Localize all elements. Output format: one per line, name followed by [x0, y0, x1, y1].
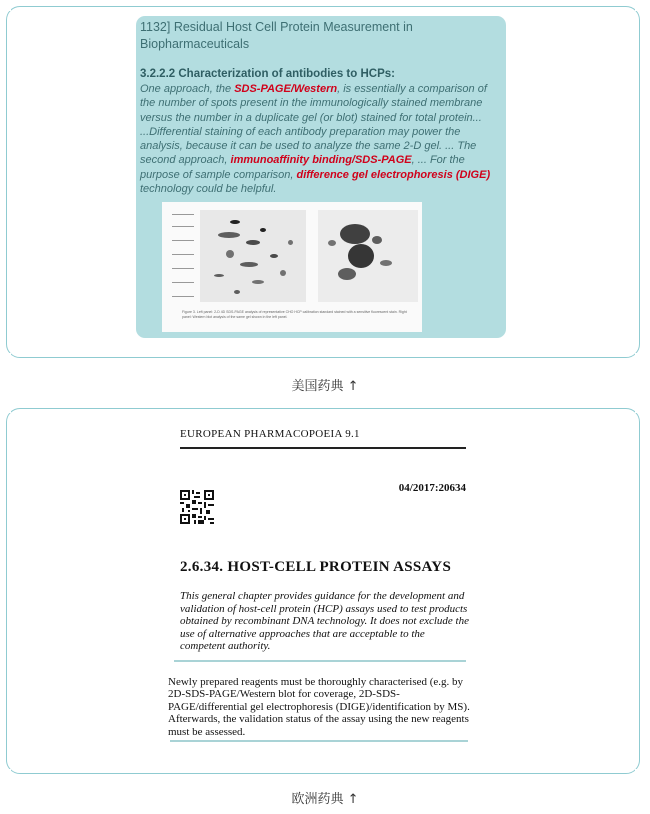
- ep-divider: [174, 660, 466, 662]
- ep-excerpt-panel: [152, 418, 492, 754]
- ep-chapter-title: 2.6.34. HOST-CELL PROTEIN ASSAYS: [180, 559, 452, 575]
- ep-monograph-code: 04/2017:20634: [398, 482, 466, 494]
- usp-chapter-title: 1132] Residual Host Cell Protein Measurement in Biopharmaceuticals: [140, 20, 413, 51]
- usp-text-segment: One approach, the: [140, 83, 235, 95]
- usp-excerpt-panel: [136, 16, 506, 338]
- usp-highlight-dige: difference gel electrophoresis (DIGE): [296, 168, 491, 181]
- ep-running-header: EUROPEAN PHARMACOPOEIA 9.1: [180, 428, 360, 440]
- usp-section-heading: 3.2.2.2 Characterization of antibodies to HCPs:: [140, 68, 395, 80]
- ep-underline: [170, 740, 468, 742]
- gel-image-left: [200, 210, 306, 302]
- usp-highlight-immunoaffinity: immunoaffinity binding/SDS-PAGE: [230, 154, 412, 167]
- qr-code-icon: [180, 490, 214, 524]
- ep-abstract: This general chapter provides guidance for the development and validation of host-cell protein (HCP) assays used to test products obtained by recombinant DNA technology. It does not exclude the use of alternative approaches that are acceptable to the competent authority.: [180, 590, 469, 652]
- gel-image-right: [318, 210, 418, 302]
- usp-text-segment: , ... For the purpose of sample comparison,: [140, 154, 465, 181]
- usp-highlight-sds-page-western: SDS-PAGE/Western: [234, 83, 338, 95]
- ep-paragraph: Newly prepared reagents must be thoroughly characterised (e.g. by 2D-SDS-PAGE/Western blot for coverage, 2D-SDS-PAGE/differential gel electrophoresis (DIGE)/identification by MS). Afterwards, the validation status of the assay using the new reagents must be assessed.: [168, 676, 470, 738]
- usp-caption: 美国药典 ↑: [291, 379, 359, 394]
- gel-marker-ladder: [172, 210, 194, 302]
- ep-header-rule: [180, 447, 466, 449]
- usp-body-text: [140, 82, 502, 196]
- usp-text-segment: , is essentially a comparison of the number of spots present in the immunologically stained membrane versus the number in a duplicate gel (or blot) stained for total protein... ...Differential staining of each antibody preparation may power the analysis, because it can be used to analyze the same 2-D gel. ... The second approach,: [140, 83, 487, 167]
- gel-figure-caption: Figure 3. Left panel: 2-D 4D SDS-PAGE analysis of representative CHO HCP calibration standard stained with a sensitive fluorescent stain. Right panel: Western blot analysis of the same gel shown in the left panel.: [182, 310, 407, 319]
- ep-caption: 欧洲药典 ↑: [291, 792, 359, 807]
- usp-text-segment: technology could be helpful.: [140, 183, 277, 196]
- gel-figure: [162, 202, 422, 332]
